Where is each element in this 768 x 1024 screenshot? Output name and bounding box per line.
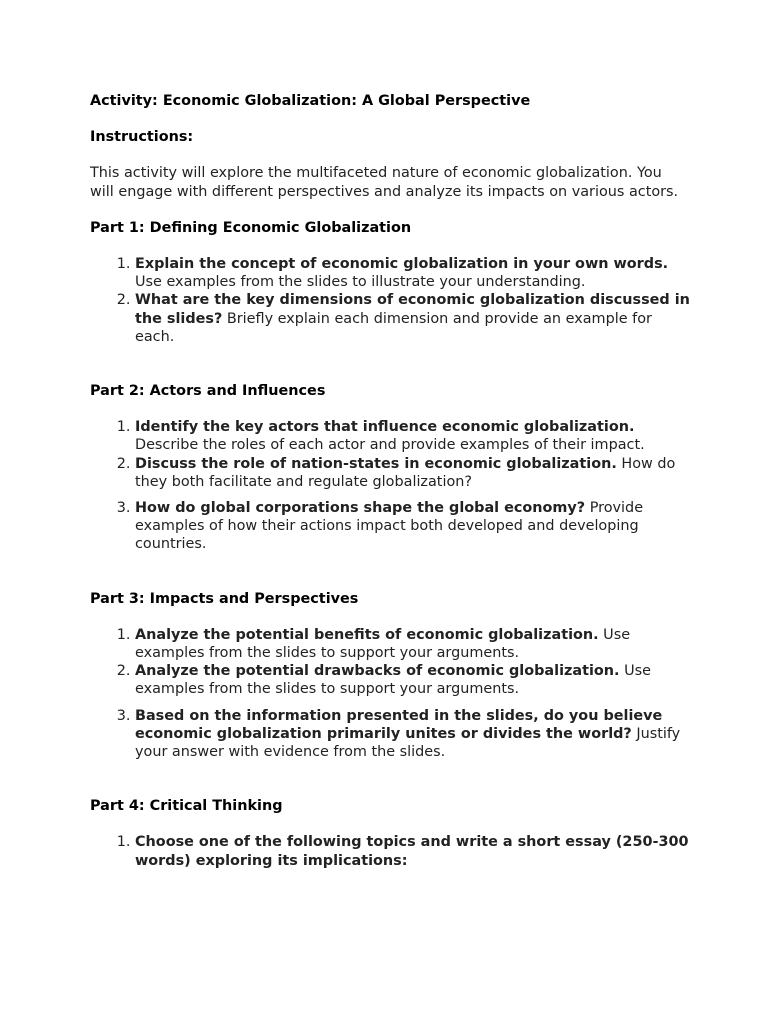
intro-paragraph: This activity will explore the multifaceted nature of economic globalization. You will engage with different perspectives and analyze its impacts on various actors.	[90, 165, 679, 200]
question-text: Discuss the role of nation-states in economic globalization.	[135, 455, 617, 472]
part-4-heading: Part 4: Critical Thinking	[90, 798, 283, 815]
question-detail: Briefly explain each dimension and provide an example for each.	[135, 310, 652, 345]
question-text: Explain the concept of economic globalization in your own words.	[135, 256, 669, 273]
question-detail: How do they both facilitate and regulate globalization?	[135, 455, 676, 490]
question-text: Based on the information presented in the slides, do you believe economic globalization primarily unites or divides the world?	[135, 707, 663, 742]
list-item	[135, 499, 690, 554]
part-1-list	[90, 255, 690, 346]
question-detail: Describe the roles of each actor and provide examples of their impact.	[135, 437, 645, 454]
question-detail: Use examples from the slides to support your arguments.	[135, 663, 651, 698]
list-item	[135, 707, 690, 762]
instructions-heading: Instructions:	[90, 129, 194, 146]
question-text: Analyze the potential benefits of economic globalization.	[135, 626, 599, 643]
question-detail: Use examples from the slides to illustrate your understanding.	[135, 274, 586, 291]
part-1-heading: Part 1: Defining Economic Globalization	[90, 219, 412, 236]
question-text: Identify the key actors that influence economic globalization.	[135, 419, 635, 436]
document-page	[90, 92, 690, 870]
list-item	[135, 626, 690, 662]
part-3-list	[90, 626, 690, 761]
list-item	[135, 291, 690, 346]
list-item	[135, 418, 690, 454]
list-item	[135, 255, 690, 291]
part-2-heading: Part 2: Actors and Influences	[90, 383, 326, 400]
part-4-list	[90, 833, 690, 869]
question-text: Choose one of the following topics and write a short essay (250-300 words) exploring its implications:	[135, 834, 689, 869]
question-detail: Use examples from the slides to support your arguments.	[135, 626, 631, 662]
document-title: Activity: Economic Globalization: A Global Perspective	[90, 93, 531, 109]
list-item	[135, 833, 690, 869]
question-text: How do global corporations shape the global economy?	[135, 500, 586, 517]
question-text: Analyze the potential drawbacks of economic globalization.	[135, 663, 620, 680]
part-2-list	[90, 418, 690, 553]
list-item	[135, 455, 690, 491]
list-item	[135, 662, 690, 698]
question-detail: Provide examples of how their actions impact both developed and developing countries.	[135, 500, 644, 553]
question-text: What are the key dimensions of economic globalization discussed in the slides?	[135, 292, 690, 327]
part-3-heading: Part 3: Impacts and Perspectives	[90, 590, 359, 607]
question-detail: Justify your answer with evidence from the slides.	[135, 725, 681, 761]
